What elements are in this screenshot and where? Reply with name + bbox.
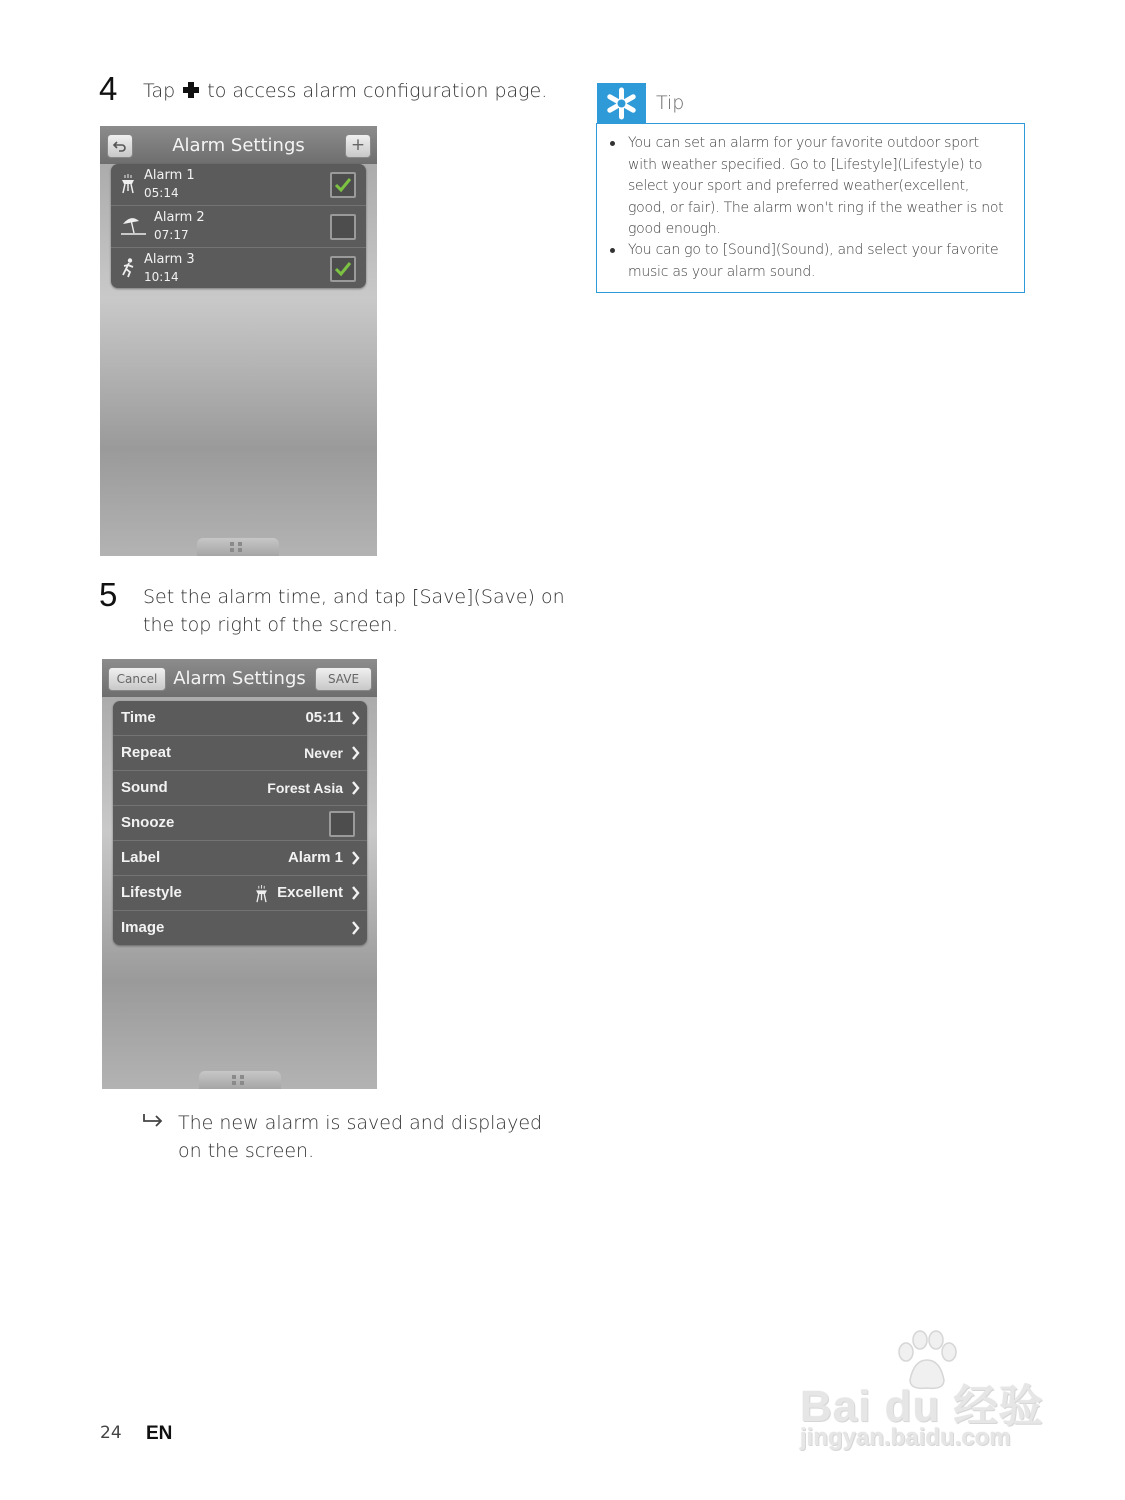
alarm-enable-checkbox[interactable]: [330, 172, 356, 198]
alarm-time: 10:14: [144, 270, 179, 284]
setting-row-snooze[interactable]: [113, 806, 367, 841]
alarm-row-3[interactable]: [111, 248, 366, 288]
setting-label: Label: [121, 849, 161, 866]
plus-icon: [183, 82, 199, 98]
alarm-time: 05:14: [144, 186, 179, 200]
setting-row-time[interactable]: [113, 701, 367, 736]
snooze-checkbox[interactable]: [329, 811, 355, 837]
screen-title: Alarm Settings: [172, 135, 305, 156]
tip-line: good, or fair). The alarm won't ring if the weather is not: [628, 199, 1004, 216]
app-drawer-handle[interactable]: [197, 538, 279, 556]
alarm-name: Alarm 2: [154, 210, 205, 225]
tip-box: [596, 123, 1025, 293]
step-4-number: 4: [99, 70, 118, 107]
screen-title: Alarm Settings: [173, 668, 306, 689]
alarm-time: 07:17: [154, 228, 189, 242]
add-alarm-button[interactable]: +: [345, 134, 371, 158]
tip-line: music as your alarm sound.: [628, 263, 816, 280]
chevron-right-icon: [351, 851, 360, 865]
step-5-text: [143, 583, 565, 639]
step-5-line-1: Set the alarm time, and tap [Save](Save) on: [143, 586, 565, 608]
alarm-name: Alarm 1: [144, 168, 195, 183]
back-button[interactable]: [107, 134, 133, 158]
barbecue-icon: [121, 174, 135, 194]
setting-value: Alarm 1: [287, 849, 343, 866]
tip-line: You can go to [Sound](Sound), and select your favorite: [628, 242, 999, 258]
chevron-right-icon: [351, 886, 360, 900]
setting-label: Time: [121, 709, 156, 726]
tip-line: You can set an alarm for your favorite outdoor sport: [628, 135, 979, 151]
result-arrow-icon: [142, 1112, 164, 1128]
setting-row-image[interactable]: [113, 911, 367, 945]
page-number: 24: [100, 1423, 122, 1443]
step-5-number: 5: [99, 576, 118, 613]
runner-icon: [121, 258, 135, 278]
watermark-url: jingyan.baidu.com: [800, 1424, 1011, 1451]
setting-value: Forest Asia: [267, 780, 343, 796]
chevron-right-icon: [351, 921, 360, 935]
tip-line: with weather specified. Go to [Lifestyle](Lifestyle) to: [628, 156, 983, 173]
alarm-config-screenshot: [102, 659, 377, 1089]
alarm-list-screenshot: [100, 126, 377, 556]
setting-value: Never: [304, 745, 343, 761]
step-4-text-before: Tap: [143, 80, 176, 102]
tip-title: Tip: [656, 92, 685, 114]
back-arrow-icon: [113, 139, 127, 153]
tip-line: select your sport and preferred weather(excellent,: [628, 178, 970, 194]
bullet: [610, 248, 615, 253]
watermark-logo-text: Bai du 经验: [800, 1382, 1044, 1431]
step-4-text-after: to access alarm configuration page.: [207, 80, 548, 102]
alarm-name: Alarm 3: [144, 252, 195, 267]
settings-list: [113, 701, 367, 945]
save-button[interactable]: SAVE: [315, 667, 372, 691]
alarm-list: [111, 164, 366, 288]
setting-label: Snooze: [121, 814, 175, 831]
bullet: [610, 141, 615, 146]
alarm-row-2[interactable]: [111, 206, 366, 248]
baidu-watermark: [800, 1330, 1060, 1460]
alarm-enable-checkbox[interactable]: [330, 214, 356, 240]
chevron-right-icon: [351, 781, 360, 795]
tip-line: good enough.: [628, 221, 721, 237]
setting-value: 05:11: [305, 709, 343, 726]
setting-label: Image: [121, 919, 165, 936]
chevron-right-icon: [351, 746, 360, 760]
result-line-1: The new alarm is saved and displayed: [178, 1112, 543, 1134]
setting-row-label[interactable]: [113, 841, 367, 876]
tip-item-2: [628, 240, 1020, 283]
chevron-right-icon: [351, 711, 360, 725]
setting-value: Excellent: [277, 884, 343, 901]
barbecue-icon: [255, 885, 268, 903]
check-icon: [334, 176, 352, 194]
check-icon: [334, 260, 352, 278]
result-line-2: on the screen.: [178, 1140, 315, 1162]
beach-umbrella-icon: [121, 216, 147, 236]
step-4-text: [143, 77, 547, 105]
tip-star-icon: [597, 83, 646, 124]
app-drawer-handle[interactable]: [199, 1071, 281, 1089]
step-5-line-2: the top right of the screen.: [143, 614, 399, 636]
cancel-button[interactable]: Cancel: [108, 667, 166, 691]
setting-label: Sound: [121, 779, 168, 796]
setting-label: Repeat: [121, 744, 172, 761]
alarm-enable-checkbox[interactable]: [330, 256, 356, 282]
tip-item-1: [628, 133, 1020, 241]
setting-label: Lifestyle: [121, 884, 182, 901]
setting-row-repeat[interactable]: [113, 736, 367, 771]
language-label: EN: [146, 1423, 173, 1444]
setting-row-lifestyle[interactable]: [113, 876, 367, 911]
setting-row-sound[interactable]: [113, 771, 367, 806]
alarm-row-1[interactable]: [111, 164, 366, 206]
result-text: [178, 1109, 542, 1165]
